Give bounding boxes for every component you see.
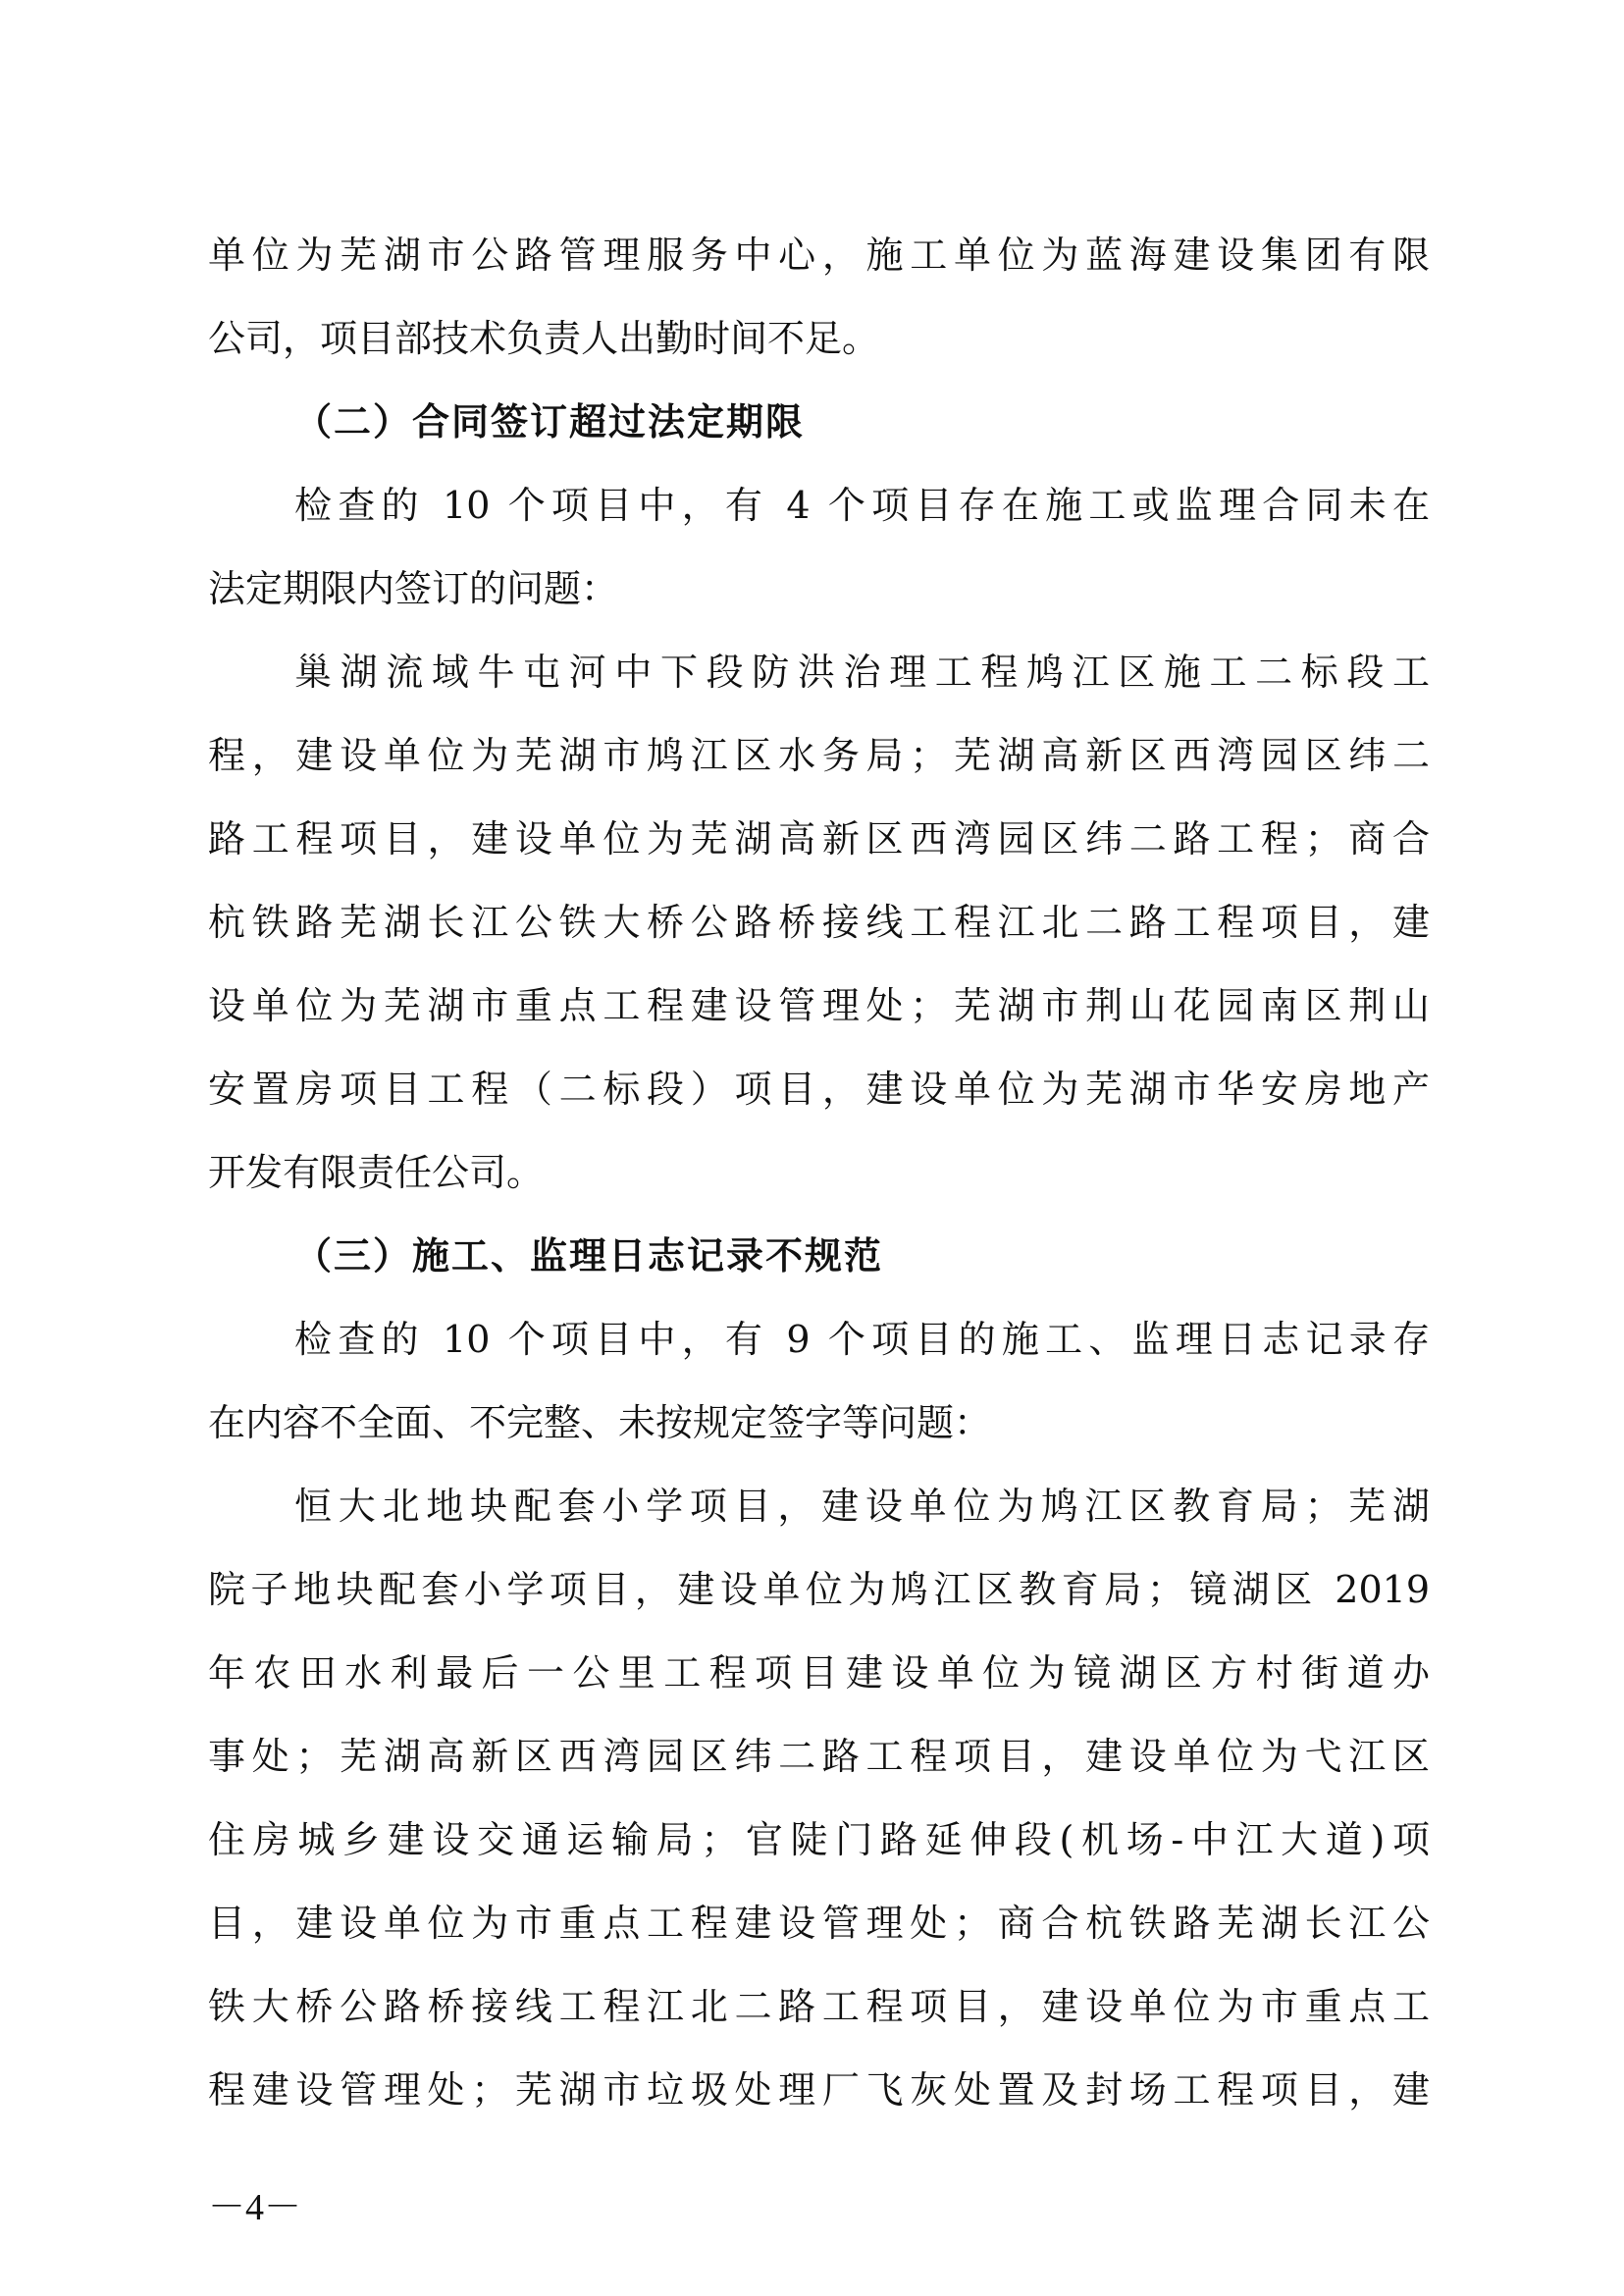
section-heading-2: （二）合同签订超过法定期限 bbox=[294, 400, 806, 444]
body-text-line: 铁大桥公路桥接线工程江北二路工程项目，建设单位为市重点工 bbox=[208, 1985, 1430, 2028]
section-heading-3: （三）施工、监理日志记录不规范 bbox=[294, 1234, 884, 1278]
paragraph-first-line: 检查的 10 个项目中，有 9 个项目的施工、监理日志记录存 bbox=[294, 1318, 1430, 1361]
body-text-line: 年农田水利最后一公里工程项目建设单位为镜湖区方村街道办 bbox=[208, 1651, 1430, 1695]
body-text-line: 公司，项目部技术负责人出勤时间不足。 bbox=[208, 317, 880, 360]
page-number: －4－ bbox=[208, 2187, 302, 2228]
body-text-line: 路工程项目，建设单位为芜湖高新区西湾园区纬二路工程；商合 bbox=[208, 817, 1430, 861]
body-text-line: 开发有限责任公司。 bbox=[208, 1151, 545, 1194]
paragraph-first-line: 恒大北地块配套小学项目，建设单位为鸠江区教育局；芜湖 bbox=[294, 1485, 1430, 1528]
body-text-line: 在内容不全面、不完整、未按规定签字等问题： bbox=[208, 1401, 992, 1444]
body-text-line: 杭铁路芜湖长江公铁大桥公路桥接线工程江北二路工程项目，建 bbox=[208, 901, 1430, 944]
body-text-line: 程建设管理处；芜湖市垃圾处理厂飞灰处置及封场工程项目，建 bbox=[208, 2068, 1430, 2112]
body-text-line: 安置房项目工程（二标段）项目，建设单位为芜湖市华安房地产 bbox=[208, 1068, 1430, 1111]
body-text-line: 设单位为芜湖市重点工程建设管理处；芜湖市荆山花园南区荆山 bbox=[208, 984, 1430, 1027]
body-text-line: 法定期限内签订的问题： bbox=[208, 567, 619, 610]
body-text-line: 程，建设单位为芜湖市鸠江区水务局；芜湖高新区西湾园区纬二 bbox=[208, 734, 1430, 777]
body-text-line: 院子地块配套小学项目，建设单位为鸠江区教育局；镜湖区 2019 bbox=[208, 1568, 1430, 1611]
body-text-line: 目，建设单位为市重点工程建设管理处；商合杭铁路芜湖长江公 bbox=[208, 1902, 1430, 1945]
body-text-line: 事处；芜湖高新区西湾园区纬二路工程项目，建设单位为弋江区 bbox=[208, 1735, 1430, 1778]
body-text-line: 住房城乡建设交通运输局；官陡门路延伸段(机场-中江大道)项 bbox=[208, 1818, 1430, 1861]
paragraph-first-line: 巢湖流域牛屯河中下段防洪治理工程鸠江区施工二标段工 bbox=[294, 651, 1430, 694]
paragraph-first-line: 检查的 10 个项目中，有 4 个项目存在施工或监理合同未在 bbox=[294, 484, 1430, 527]
body-text-line: 单位为芜湖市公路管理服务中心，施工单位为蓝海建设集团有限 bbox=[208, 234, 1430, 277]
